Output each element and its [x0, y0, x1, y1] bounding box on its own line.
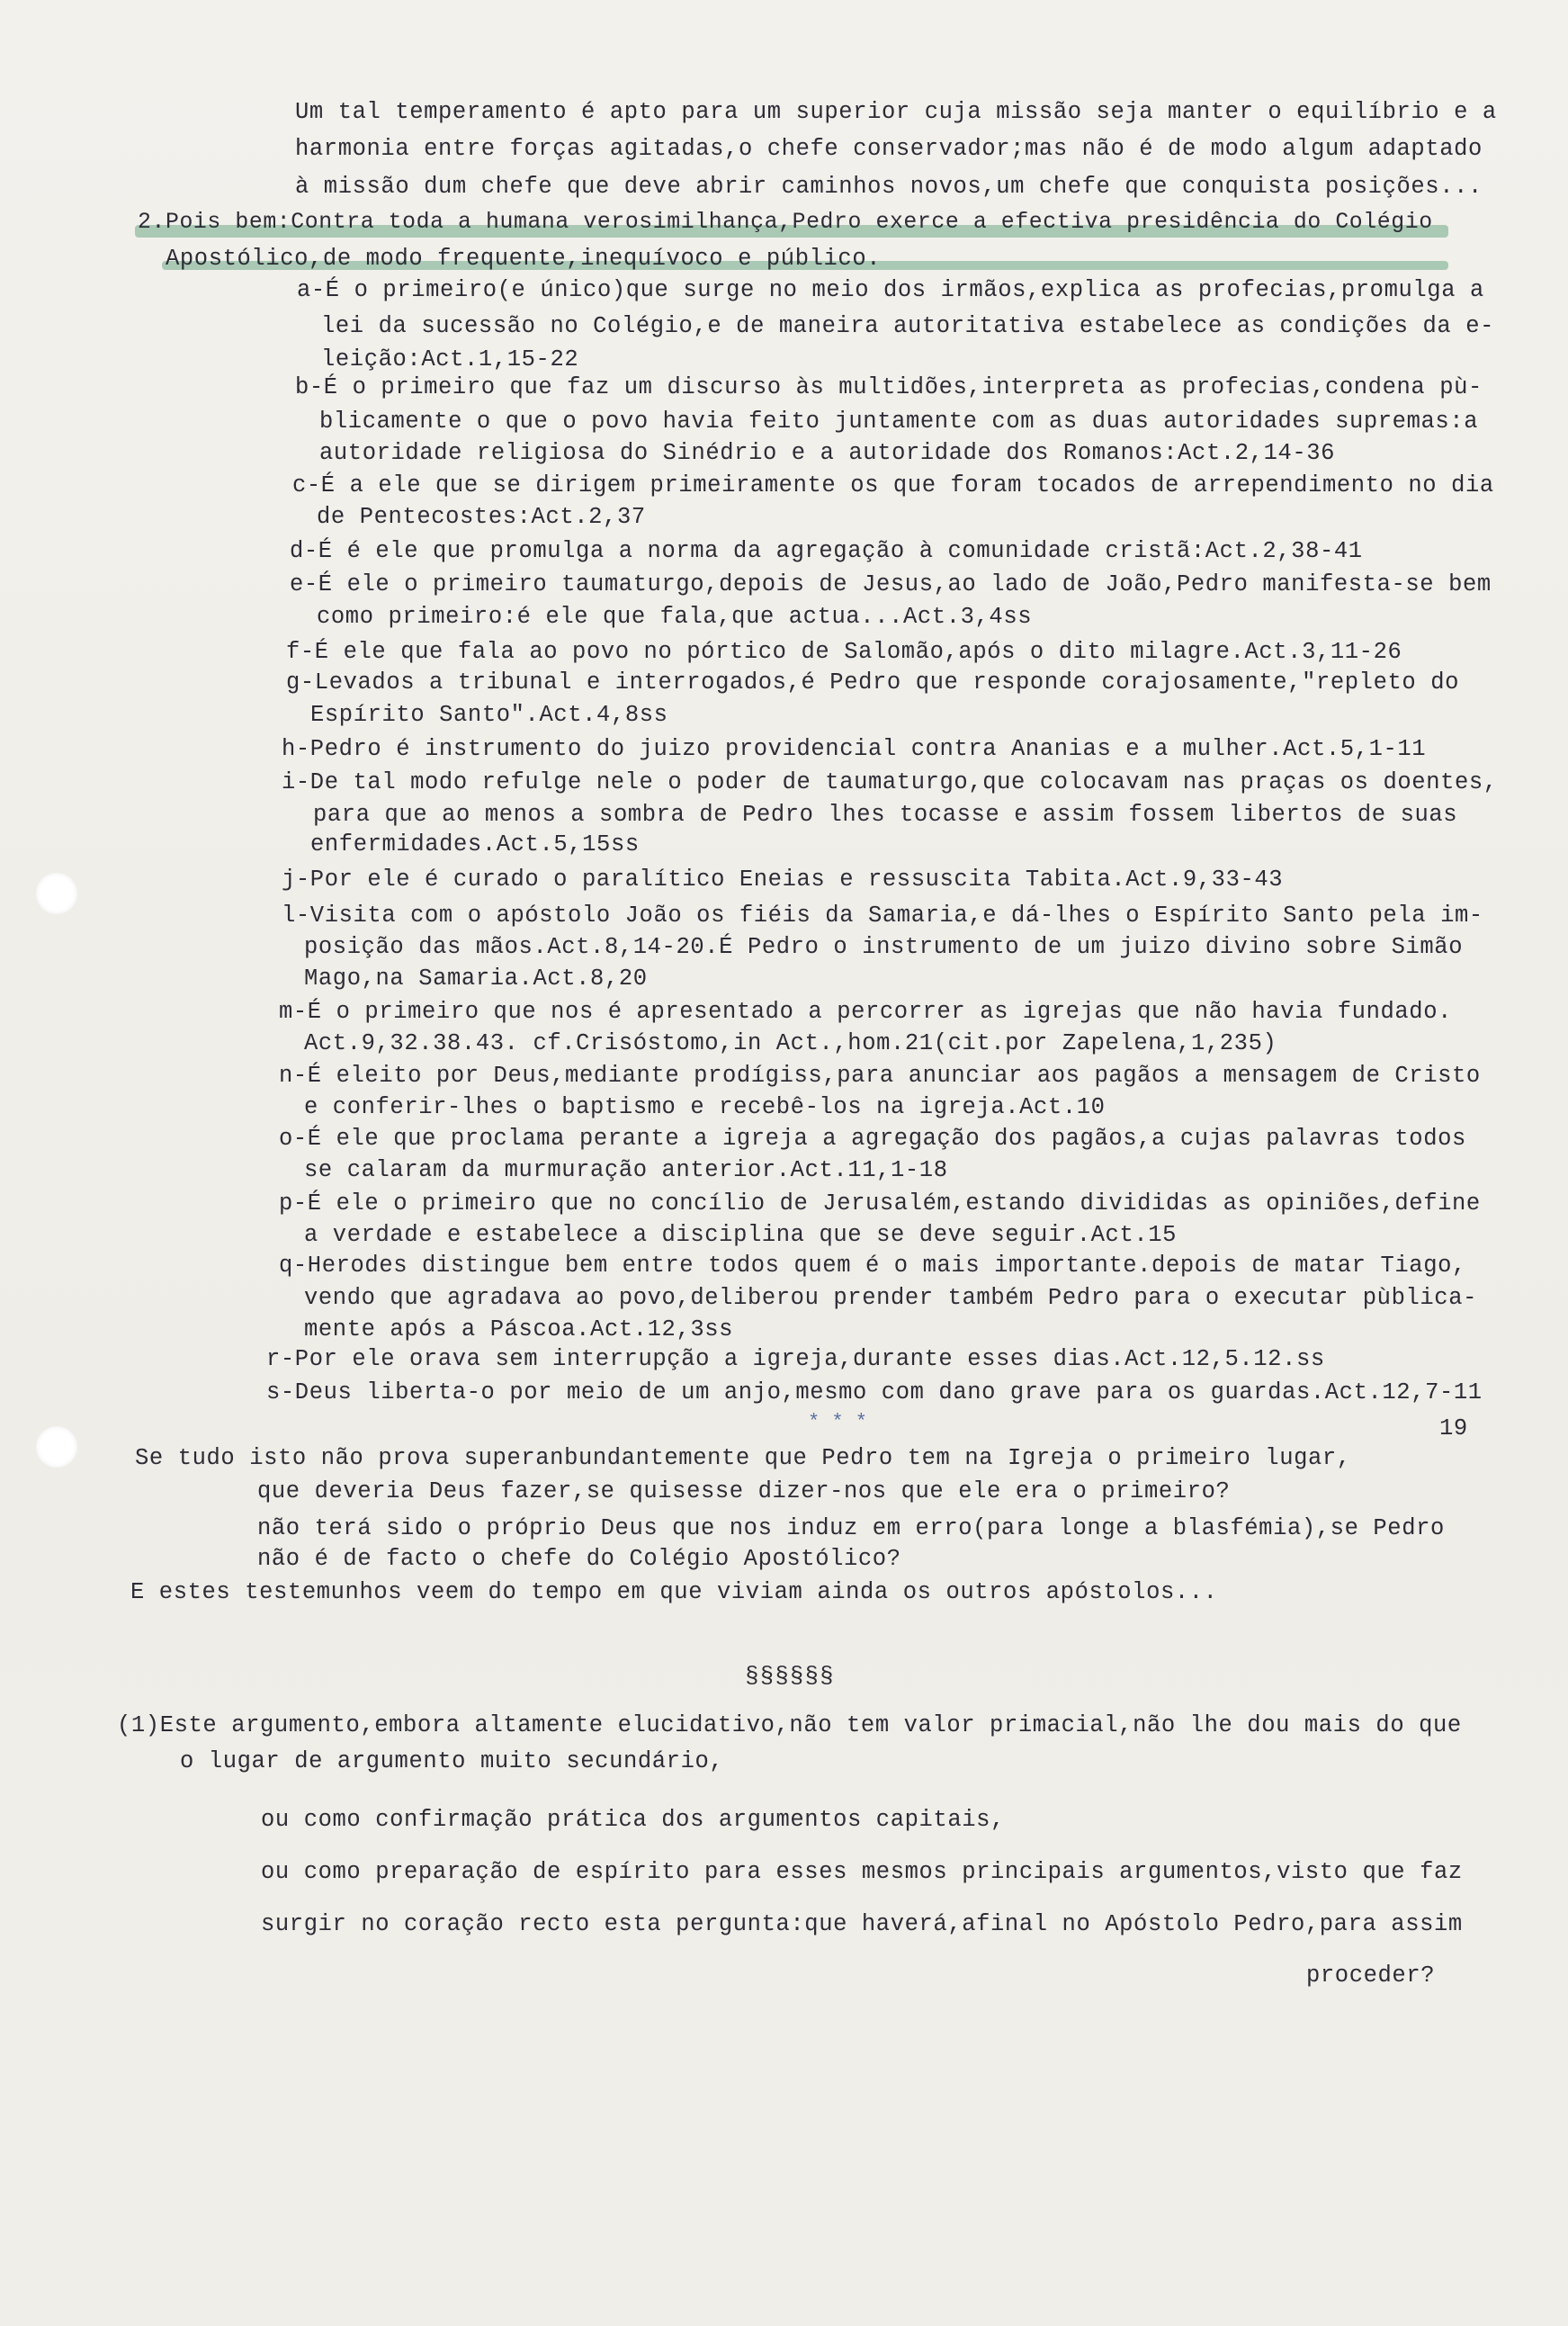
list-item: como primeiro:é ele que fala,que actua...Act.3,4ss — [317, 604, 1033, 630]
conclusion-line: que deveria Deus fazer,se quisesse dizer-nos que ele era o primeiro? — [257, 1478, 1231, 1504]
list-item: a-É o primeiro(e único)que surge no meio dos irmãos,explica as profecias,promulga a — [297, 277, 1484, 303]
list-item: e-É ele o primeiro taumaturgo,depois de Jesus,ao lado de João,Pedro manifesta-se bem — [290, 571, 1492, 597]
list-item: Act.9,32.38.43. cf.Crisóstomo,in Act.,hom.21(cit.por Zapelena,1,235) — [304, 1030, 1277, 1056]
footnote-line: o lugar de argumento muito secundário, — [180, 1748, 724, 1774]
footnote-line: ou como preparação de espírito para esses mesmos principais argumentos,visto que faz — [261, 1859, 1463, 1885]
conclusion-line: não terá sido o próprio Deus que nos induz em erro(para longe a blasfémia),se Pedro — [257, 1515, 1445, 1541]
list-item: se calaram da murmuração anterior.Act.11,1-18 — [304, 1157, 948, 1183]
list-item: blicamente o que o povo havia feito juntamente com as duas autoridades supremas:a — [319, 409, 1479, 435]
footnote-line: ou como confirmação prática dos argumentos capitais, — [261, 1807, 1005, 1833]
page-number: 19 — [1439, 1415, 1468, 1441]
footnote-line: (1)Este argumento,embora altamente elucidativo,não tem valor primacial,não lhe dou mais do que — [117, 1712, 1462, 1738]
list-item: f-É ele que fala ao povo no pórtico de Salomão,após o dito milagre.Act.3,11-26 — [286, 639, 1402, 665]
intro-line: à missão dum chefe que deve abrir caminhos novos,um chefe que conquista posições... — [295, 174, 1483, 200]
list-item: i-De tal modo refulge nele o poder de taumaturgo,que colocavam nas praças os doentes, — [282, 769, 1498, 795]
list-item: Mago,na Samaria.Act.8,20 — [304, 965, 648, 992]
intro-line: Um tal temperamento é apto para um superior cuja missão seja manter o equilíbrio e a — [295, 99, 1497, 125]
list-item: o-É ele que proclama perante a igreja a agregação dos pagãos,a cujas palavras todos — [279, 1126, 1466, 1152]
list-item: leição:Act.1,15-22 — [321, 346, 579, 373]
section-ornament: §§§§§§ — [745, 1663, 835, 1690]
intro-line: harmonia entre forças agitadas,o chefe conservador;mas não é de modo algum adaptado — [295, 136, 1483, 162]
list-item: h-Pedro é instrumento do juizo providencial contra Ananias e a mulher.Act.5,1-11 — [282, 736, 1427, 762]
list-item: posição das mãos.Act.8,14-20.É Pedro o instrumento de um juizo divino sobre Simão — [304, 934, 1464, 960]
list-item: q-Herodes distingue bem entre todos quem é o mais importante.depois de matar Tiago, — [279, 1253, 1466, 1279]
conclusion-line: E estes testemunhos veem do tempo em que viviam ainda os outros apóstolos... — [130, 1579, 1218, 1605]
section-separator-stars: * * * — [808, 1411, 868, 1433]
footnote-line: proceder? — [1306, 1962, 1436, 1989]
list-item: s-Deus liberta-o por meio de um anjo,mesmo com dano grave para os guardas.Act.12,7-11 — [266, 1379, 1483, 1405]
list-item: p-É ele o primeiro que no concílio de Jerusalém,estando divididas as opiniões,define — [279, 1190, 1481, 1217]
point-2-heading: Apostólico,de modo frequente,inequívoco e público. — [166, 246, 882, 272]
list-item: e conferir-lhes o baptismo e recebê-los na igreja.Act.10 — [304, 1094, 1106, 1120]
list-item: para que ao menos a sombra de Pedro lhes tocasse e assim fossem libertos de suas — [313, 802, 1458, 828]
punch-hole-bottom — [36, 1426, 77, 1468]
list-item: autoridade religiosa do Sinédrio e a autoridade dos Romanos:Act.2,14-36 — [319, 440, 1336, 466]
list-item: a verdade e estabelece a disciplina que se deve seguir.Act.15 — [304, 1222, 1178, 1248]
list-item: n-É eleito por Deus,mediante prodígiss,para anunciar aos pagãos a mensagem de Cristo — [279, 1063, 1481, 1089]
list-item: enfermidades.Act.5,15ss — [310, 831, 640, 858]
list-item: b-É o primeiro que faz um discurso às multidões,interpreta as profecias,condena pù- — [295, 374, 1483, 400]
punch-hole-top — [36, 873, 77, 914]
point-2-heading: 2.Pois bem:Contra toda a humana verosimilhança,Pedro exerce a efectiva presidência do Colégio — [138, 210, 1433, 235]
conclusion-line: não é de facto o chefe do Colégio Apostólico? — [257, 1546, 901, 1572]
list-item: c-É a ele que se dirigem primeiramente os que foram tocados de arrependimento no dia — [292, 472, 1494, 498]
list-item: l-Visita com o apóstolo João os fiéis da Samaria,e dá-lhes o Espírito Santo pela im- — [282, 903, 1483, 929]
list-item: vendo que agradava ao povo,deliberou prender também Pedro para o executar pùblica- — [304, 1285, 1478, 1311]
list-item: d-É é ele que promulga a norma da agregação à comunidade cristã:Act.2,38-41 — [290, 538, 1363, 564]
list-item: j-Por ele é curado o paralítico Eneias e ressuscita Tabita.Act.9,33-43 — [282, 867, 1284, 893]
conclusion-line: Se tudo isto não prova superanbundantemente que Pedro tem na Igreja o primeiro lugar, — [135, 1445, 1351, 1471]
list-item: m-É o primeiro que nos é apresentado a percorrer as igrejas que não havia fundado. — [279, 999, 1453, 1025]
list-item: Espírito Santo".Act.4,8ss — [310, 702, 668, 728]
list-item: g-Levados a tribunal e interrogados,é Pedro que responde corajosamente,"repleto do — [286, 669, 1460, 696]
list-item: mente após a Páscoa.Act.12,3ss — [304, 1316, 734, 1343]
list-item: lei da sucessão no Colégio,e de maneira autoritativa estabelece as condições da e- — [321, 313, 1495, 339]
footnote-line: surgir no coração recto esta pergunta:que haverá,afinal no Apóstolo Pedro,para assim — [261, 1911, 1463, 1937]
list-item: r-Por ele orava sem interrupção a igreja,durante esses dias.Act.12,5.12.ss — [266, 1346, 1325, 1372]
list-item: de Pentecostes:Act.2,37 — [317, 504, 646, 530]
